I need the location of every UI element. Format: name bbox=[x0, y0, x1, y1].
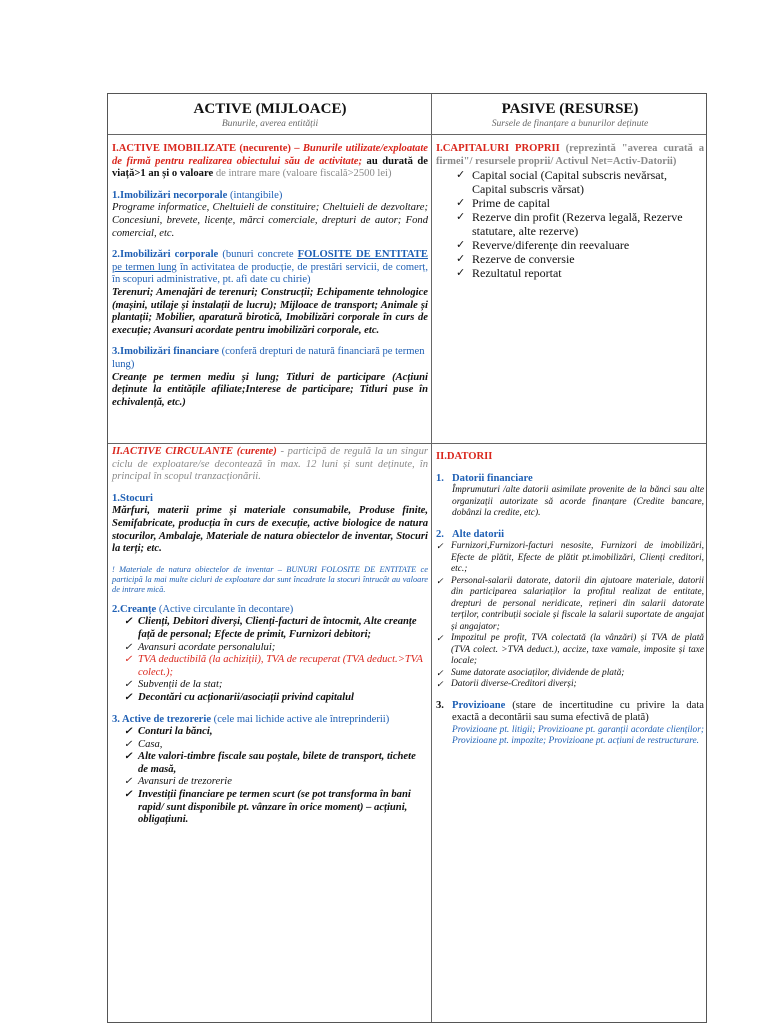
stocuri-body: Mărfuri, materii prime și materiale consumabile, Produse finite, Semifabricate, producția în curs de execuție, active biologice de natura stocurilor, Ambalaje, Materiale de natura obiectelor de inventar, Stocuri la terți; etc. bbox=[112, 505, 428, 555]
pasive-header bbox=[436, 100, 704, 129]
list-item: ✓ TVA deductibilă (la achiziții), TVA de recuperat (TVA deduct.>TVA colect.); bbox=[124, 654, 428, 679]
trezorerie-heading: 3. Active de trezorerie (cele mai lichide active ale întreprinderii) bbox=[112, 713, 390, 725]
balance-sheet-table bbox=[107, 93, 707, 1023]
active-circulante-intro: II.ACTIVE CIRCULANTE (curente) - participă de regulă la un singur ciclu de exploatare/se decontează în max. 12 luni și sunt deținute, în principal în scopul tranzacționării. bbox=[112, 446, 428, 483]
alte-datorii-section: 2. Alte datorii bbox=[436, 529, 704, 542]
list-item: ✓ Personal-salarii datorate, datorii din ajutoare materiale, datorii din participarea salariaților la profitul realizat de entitate, drepturi de personal neridicate, rețineri din salarii datorate terților, contribuții sociale și fiscale la salarii suportate de angajat și angajator; bbox=[436, 576, 704, 634]
trezorerie-list bbox=[112, 726, 428, 827]
active-title: ACTIVE (MIJLOACE) bbox=[193, 101, 347, 117]
active-subtitle: Bunurile, averea entității bbox=[221, 118, 319, 129]
imob-necorporale-heading: 1.Imobilizări necorporale (intangibile) bbox=[112, 189, 283, 201]
datorii-cell bbox=[436, 446, 704, 748]
list-item: ✓ Rezerve de conversie bbox=[456, 252, 704, 266]
pasive-title: PASIVE (RESURSE) bbox=[501, 101, 639, 117]
list-item: ✓ Avansuri acordate personalului; bbox=[124, 642, 428, 655]
list-item: ✓ Rezerve din profit (Rezerva legală, Rezerve statutare, alte rezerve) bbox=[456, 210, 704, 238]
list-item: ✓ Subvenții de la stat; bbox=[124, 679, 428, 692]
provizioane-section: 3. Provizioane (stare de incertitudine cu privire la data exactă a decontării sau suma efectivă de plată) Provizioane pt. litigii; Provizioane pt. garanții acordate clienților; Provizioane pt. impozite; Provizioane pt. acțiuni de restructurare. bbox=[436, 699, 704, 747]
active-imobilizate-cell bbox=[112, 143, 428, 409]
list-item: ✓ Clienți, Debitori diverși, Clienți-facturi de întocmit, Alte creanțe față de personal; Efecte de primit, Furnizori debitori; bbox=[124, 616, 428, 641]
list-item: ✓ Datorii diverse-Creditori diverși; bbox=[436, 679, 704, 691]
list-item: ✓ Rezultatul reportat bbox=[456, 266, 704, 280]
imob-corporale-heading: 2.Imobilizări corporale (bunuri concrete FOLOSITE DE ENTITATE pe termen lung în activitatea de producție, de prestări servicii, de comerț, în scopuri administrative, pt. afi date cu chirie) bbox=[112, 249, 428, 286]
imob-financiare-heading: 3.Imobilizări financiare (conferă drepturi de natură financiară pe termen lung) bbox=[112, 346, 425, 370]
header-divider bbox=[108, 134, 706, 135]
list-item: ✓ Alte valori-timbre fiscale sau poștale, bilete de transport, tichete de masă, bbox=[124, 751, 428, 776]
column-divider bbox=[431, 94, 432, 1022]
capitaluri-proprii-cell bbox=[436, 143, 704, 280]
active-header bbox=[112, 100, 428, 129]
datorii-heading: II.DATORII bbox=[436, 451, 493, 462]
creante-list bbox=[112, 616, 428, 704]
alte-datorii-heading: Alte datorii bbox=[452, 528, 505, 540]
list-item: ✓ Sume datorate asociaților, dividende de plată; bbox=[436, 668, 704, 680]
list-item: ✓ Casa, bbox=[124, 739, 428, 752]
datorii-financiare-section: 1. Datorii financiare Împrumuturi /alte datorii asimilate provenite de la bănci sau alte organizații autorizate să acorde finanțare (Credite bancare, dobânzi la credite, etc). bbox=[436, 472, 704, 519]
list-item: ✓ Capital social (Capital subscris nevărsat, Capital subscris vărsat) bbox=[456, 168, 704, 196]
datorii-financiare-body: Împrumuturi /alte datorii asimilate provenite de la bănci sau alte organizații autorizate să acorde finanțare (Credite bancare, dobânzi la credite, etc). bbox=[452, 485, 704, 519]
list-item: ✓ Impozitul pe profit, TVA colectată (la vânzări) și TVA de plată (TVA colect. >TVA deduct.), accize, taxe vamale, imposite și taxe locale; bbox=[436, 633, 704, 668]
list-item: ✓ Conturi la bănci, bbox=[124, 726, 428, 739]
imob-necorporale-body: Programe informatice, Cheltuieli de constituire; Cheltuieli de dezvoltare; Concesiuni, brevete, licențe, mărci comerciale, drepturi de autor; Fond comercial, etc. bbox=[112, 202, 428, 239]
alte-datorii-list bbox=[436, 541, 704, 691]
provizioane-heading: Provizioane (stare de incertitudine cu privire la data exactă a decontării sau suma efectivă de plată) bbox=[452, 699, 704, 724]
list-item: ✓ Decontări cu acționarii/asociații privind capitalul bbox=[124, 692, 428, 705]
provizioane-body: Provizioane pt. litigii; Provizioane pt. garanții acordate clienților; Provizioane pt. impozite; Provizioane pt. acțiuni de restructurare. bbox=[452, 724, 704, 747]
pasive-subtitle: Sursele de finanțare a bunurilor deținute bbox=[491, 118, 649, 129]
list-item: ✓ Investiții financiare pe termen scurt (se pot transforma în bani rapid/ sunt disponibile pt. vânzare în orice moment) – acțiuni, obligațiuni. bbox=[124, 789, 428, 827]
stocuri-heading: 1.Stocuri bbox=[112, 492, 153, 504]
creante-heading: 2.Creanțe (Active circulante în decontare) bbox=[112, 603, 294, 615]
datorii-financiare-heading: Datorii financiare bbox=[452, 472, 533, 484]
list-item: ✓ Reverve/diferențe din reevaluare bbox=[456, 238, 704, 252]
stocuri-footnote: ! Materiale de natura obiectelor de inventar – BUNURI FOLOSITE DE ENTITATE ce participă la mai multe cicluri de exploatare dar sunt încadrate la stocuri întrucât au valoare de intrare mică. bbox=[112, 564, 428, 594]
imob-corporale-body: Terenuri; Amenajări de terenuri; Construcții; Echipamente tehnologice (mașini, utilaje și instalații de lucru); Mijloace de transport; Animale și plantații; Mobilier, aparatură birotică, Imobilizări corporale în curs de execuție; Avansuri acordate pentru imobilizări corporale, etc. bbox=[112, 286, 428, 336]
list-item: ✓ Furnizori,Furnizori-facturi nesosite, Furnizori de imobilizări, Efecte de plătit, Efecte de plătit pt.imobilizări, Clienți creditori, etc.; bbox=[436, 541, 704, 576]
active-imobilizate-intro: I.ACTIVE IMOBILIZATE (necurente) – Bunurile utilizate/exploatate de firmă pentru realizarea obiectului său de activitate; au durată de viață>1 an și o valoare de intrare mare (valoare fiscală>2500 lei) bbox=[112, 143, 429, 180]
active-circulante-cell bbox=[112, 446, 428, 827]
capitaluri-proprii-heading: I.CAPITALURI PROPRII (reprezintă "averea curată a firmei"/ resursele proprii/ Activul Net=Activ-Datorii) bbox=[436, 143, 704, 167]
capitaluri-proprii-list bbox=[436, 168, 704, 280]
section-divider bbox=[108, 443, 706, 444]
list-item: ✓ Prime de capital bbox=[456, 196, 704, 210]
imob-financiare-body: Creanțe pe termen mediu și lung; Titluri de participare (Acțiuni deținute la entitățile afiliate;Interese de participare; Titluri puse în echivalență, etc.) bbox=[112, 371, 428, 408]
list-item: ✓ Avansuri de trezorerie bbox=[124, 776, 428, 789]
